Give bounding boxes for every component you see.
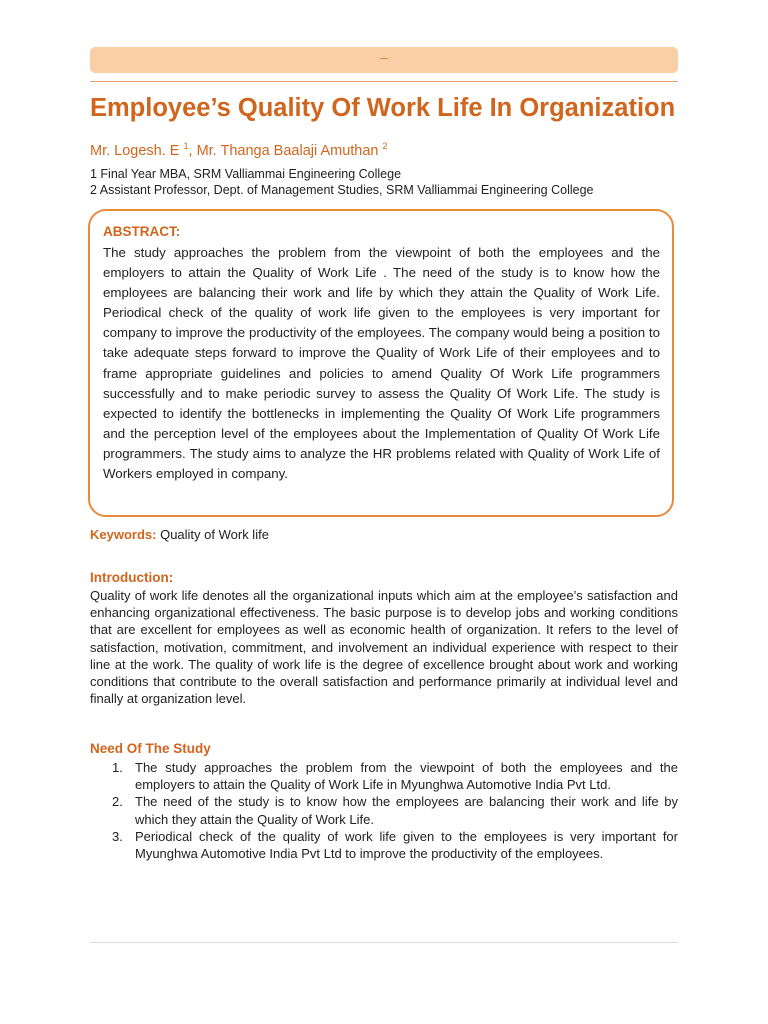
author-line [90,137,388,160]
header-divider [90,81,678,82]
need-of-study-list [90,759,678,862]
header-bar [90,47,678,73]
affiliation-1: 1 Final Year MBA, SRM Valliammai Engineering College [90,167,402,181]
introduction-heading: Introduction: [90,570,174,585]
abstract-text: The study approaches the problem from the viewpoint of both the employees and the employers to attain the Quality of Work Life . The need of the study is to know how the employees are balancing their work and life by which they attain the Quality of Work Life. Periodical check of the quality of work life given to the employees is very important for company to improve the productivity of the employees. The company would being a position to take adequate steps forward to improve the Quality of Work Life of their employees and to frame appropriate guidelines and policies to amend Quality Of Work Life programmers successfully and to make periodic survey to assess the Quality Of Work Life. The study is expected to identify the bottlenecks in implementing the Quality Of Work Life programmers and the perception level of the employees about the Implementation of Quality Of Work Life programmers. The study aims to analyze the HR problems related with Quality of Work Life of Workers employed in company. [103,245,660,482]
list-item-text: The need of the study is to know how the employees are balancing their work and life by which they attain the Quality of Work Life. [135,794,678,827]
list-item-number: 3. [112,828,123,844]
author-2: Mr. Thanga Baalaji Amuthan [196,142,383,159]
paper-title: Employee’s Quality Of Work Life In Organization [90,94,676,122]
need-of-study-heading: Need Of The Study [90,741,211,756]
header-mark: – [380,50,388,65]
author-1-affiliation-mark: 1 [183,141,189,151]
list-item-text: Periodical check of the quality of work life given to the employees is very important for Myunghwa Automotive India Pvt Ltd to improve the productivity of the employees. [135,828,678,862]
author-1: Mr. Logesh. E [90,142,184,159]
list-item-text: The study approaches the problem from the viewpoint of both the employees and the employers to attain the Quality of Work Life in Myunghwa Automotive India Pvt Ltd. [135,760,678,793]
author-separator: , [188,142,197,159]
affiliation-2: 2 Assistant Professor, Dept. of Management Studies, SRM Valliammai Engineering College [90,183,594,197]
keywords-value: Quality of Work life [156,527,269,542]
list-item-number: 2. [112,794,123,810]
author-2-affiliation-mark: 2 [382,141,388,151]
list-item-number: 1. [112,760,123,775]
list-item [90,793,678,827]
keywords-line [90,526,269,544]
introduction-text: Quality of work life denotes all the organizational inputs which aim at the employee’s satisfaction and enhancing organizational effectiveness. The basic purpose is to develop jobs and working conditions that are excellent for employees as well as economic health of organization. It refers to the level of satisfaction, motivation, commitment, and involvement an individual experience with respect to their line at the work. The quality of work life is the degree of excellence brought about work and working conditions that contribute to the overall satisfaction and performance primarily at individual level and finally at organization level. [90,588,678,707]
list-item [90,759,678,793]
abstract-heading: ABSTRACT: [103,224,181,239]
list-item [90,828,678,862]
keywords-label: Keywords: [90,527,157,542]
footer-divider [90,942,678,943]
